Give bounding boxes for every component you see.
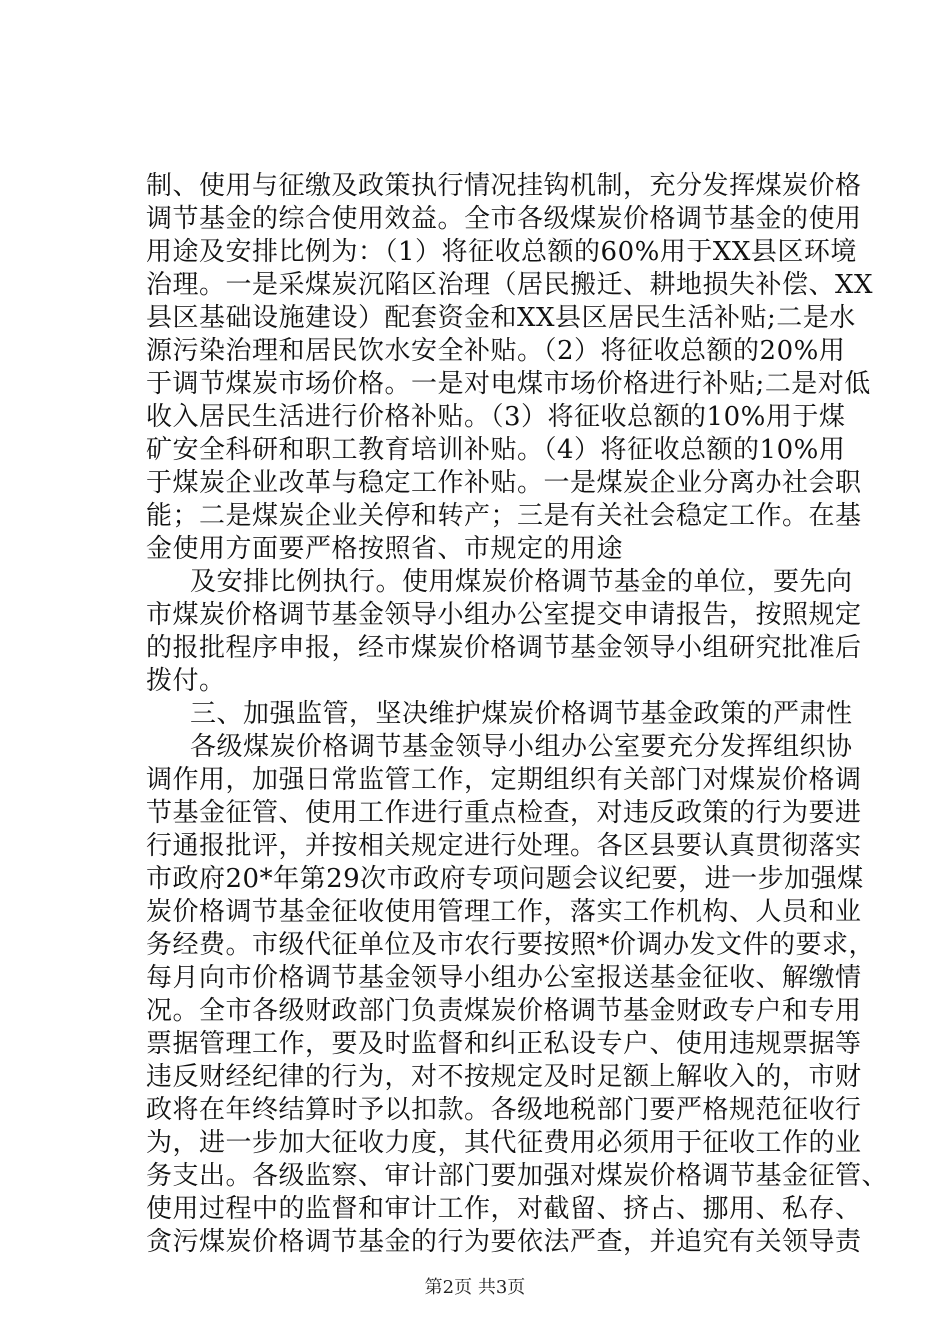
body-text-line: 各级煤炭价格调节基金领导小组办公室要充分发挥组织协 <box>190 732 853 762</box>
document-body <box>146 170 889 1259</box>
body-text-line: 调节基金的综合使用效益。全市各级煤炭价格调节基金的使用 <box>146 204 862 234</box>
body-text-line: 收入居民生活进行价格补贴。（3）将征收总额的10%用于煤 <box>146 402 846 432</box>
body-text-line: 炭价格调节基金征收使用管理工作，落实工作机构、人员和业 <box>146 897 862 927</box>
body-text-line: 每月向市价格调节基金领导小组办公室报送基金征收、解缴情 <box>146 963 862 993</box>
body-text-line: 的报批程序申报，经市煤炭价格调节基金领导小组研究批准后 <box>146 633 862 663</box>
body-text-line: 拨付。 <box>146 666 226 696</box>
body-text-line: 务经费。市级代征单位及市农行要按照*价调办发文件的要求， <box>146 930 876 960</box>
body-text-line: 金使用方面要严格按照省、市规定的用途 <box>146 534 624 564</box>
section-heading: 三、加强监管，坚决维护煤炭价格调节基金政策的严肃性 <box>190 699 853 729</box>
body-text-line: 矿安全科研和职工教育培训补贴。（4）将征收总额的10%用 <box>146 435 846 465</box>
body-text-line: 节基金征管、使用工作进行重点检查，对违反政策的行为要进 <box>146 798 862 828</box>
body-text-line: 务支出。各级监察、审计部门要加强对煤炭价格调节基金征管、 <box>146 1161 889 1191</box>
body-text-line: 用途及安排比例为：（1）将征收总额的60%用于XX县区环境 <box>146 237 857 267</box>
page-number-footer: 第2页 共3页 <box>424 1277 526 1298</box>
body-text-line: 市政府20*年第29次市政府专项问题会议纪要，进一步加强煤 <box>146 864 864 894</box>
body-text-line: 违反财经纪律的行为，对不按规定及时足额上解收入的，市财 <box>146 1062 862 1092</box>
body-text-line: 县区基础设施建设）配套资金和XX县区居民生活补贴;二是水 <box>146 303 856 333</box>
body-text-line: 于煤炭企业改革与稳定工作补贴。一是煤炭企业分离办社会职 <box>146 468 862 498</box>
body-text-line: 市煤炭价格调节基金领导小组办公室提交申请报告，按照规定 <box>146 600 862 630</box>
body-text-line: 为，进一步加大征收力度，其代征费用必须用于征收工作的业 <box>146 1128 862 1158</box>
body-text-line: 况。全市各级财政部门负责煤炭价格调节基金财政专户和专用 <box>146 996 862 1026</box>
body-text-line: 票据管理工作，要及时监督和纠正私设专户、使用违规票据等 <box>146 1029 862 1059</box>
body-text-line: 治理。一是采煤炭沉陷区治理（居民搬迁、耕地损失补偿、XX <box>146 270 874 300</box>
body-text-line: 及安排比例执行。使用煤炭价格调节基金的单位，要先向 <box>190 567 853 597</box>
body-text-line: 贪污煤炭价格调节基金的行为要依法严查，并追究有关领导责 <box>146 1227 862 1257</box>
body-text-line: 行通报批评，并按相关规定进行处理。各区县要认真贯彻落实 <box>146 831 862 861</box>
body-text-line: 政将在年终结算时予以扣款。各级地税部门要严格规范征收行 <box>146 1095 862 1125</box>
body-text-line: 调作用，加强日常监管工作，定期组织有关部门对煤炭价格调 <box>146 765 862 795</box>
body-text-line: 源污染治理和居民饮水安全补贴。（2）将征收总额的20%用 <box>146 336 846 366</box>
body-text-line: 于调节煤炭市场价格。一是对电煤市场价格进行补贴;二是对低 <box>146 369 871 399</box>
body-text-line: 使用过程中的监督和审计工作，对截留、挤占、挪用、私存、 <box>146 1194 862 1224</box>
body-text-line: 能；二是煤炭企业关停和转产；三是有关社会稳定工作。在基 <box>146 501 862 531</box>
body-text-line: 制、使用与征缴及政策执行情况挂钩机制，充分发挥煤炭价格 <box>146 171 862 201</box>
